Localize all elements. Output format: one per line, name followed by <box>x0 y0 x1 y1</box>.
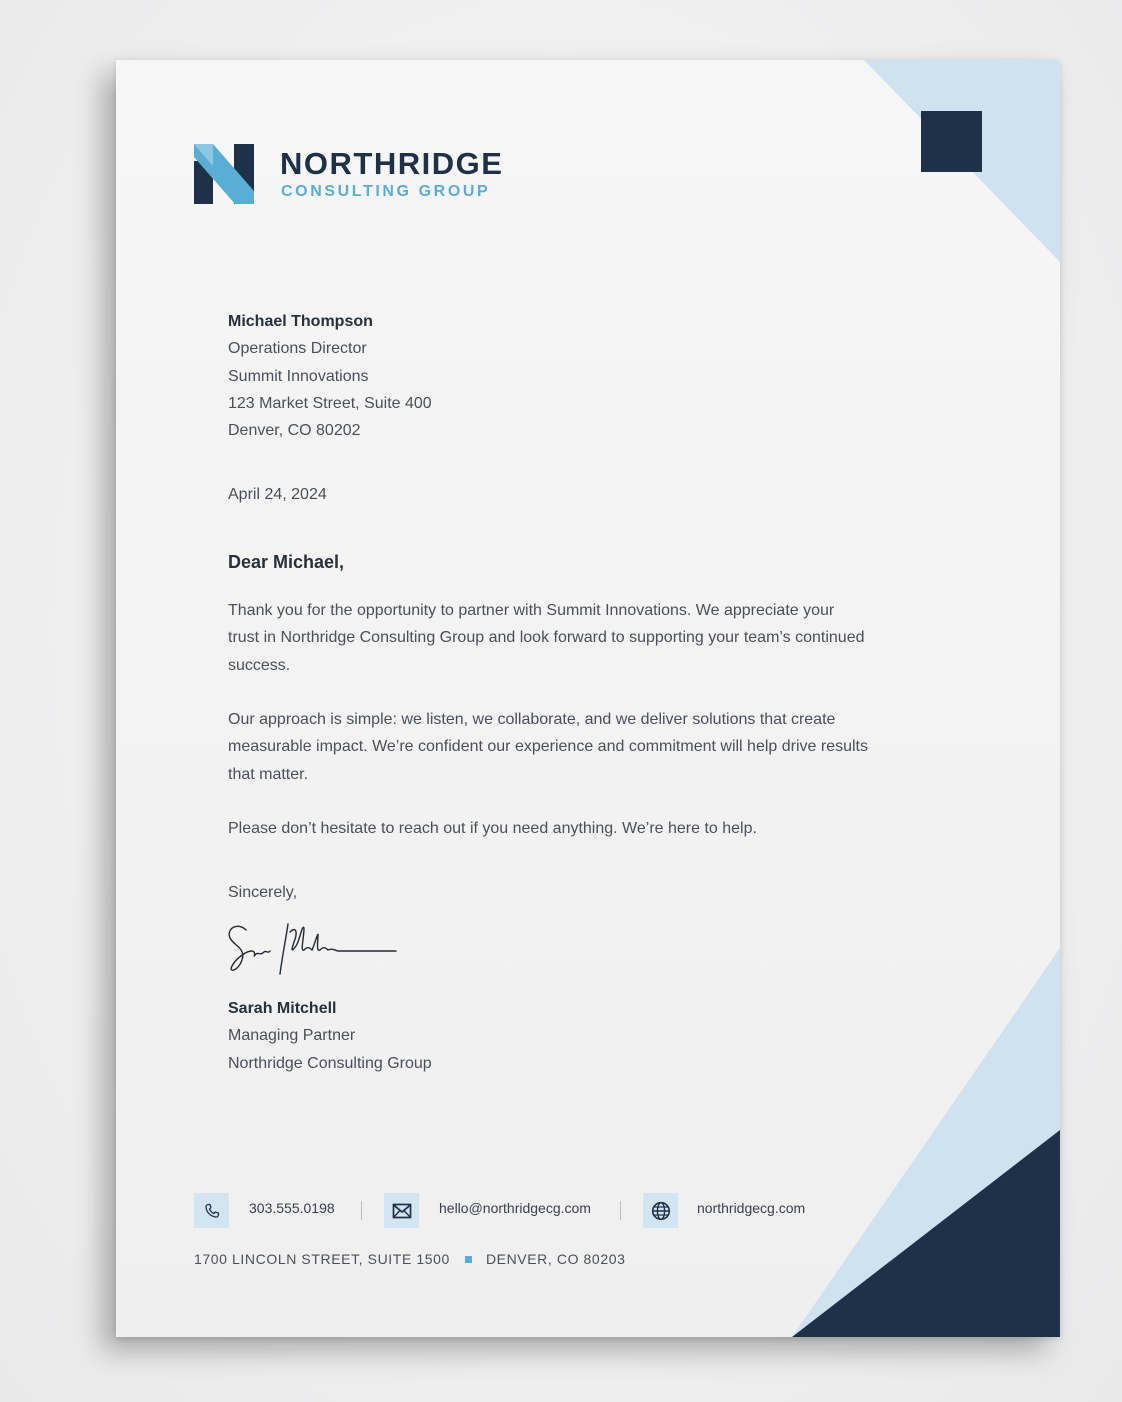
salutation: Dear Michael, <box>228 552 345 572</box>
recipient-company: Summit Innovations <box>228 367 369 385</box>
signer-company: Northridge Consulting Group <box>228 1054 432 1072</box>
top-right-navy-square <box>921 111 982 172</box>
footer-website[interactable]: northridgecg.com <box>697 1200 806 1216</box>
letterhead-page <box>116 60 1060 1337</box>
phone-icon <box>194 1193 229 1228</box>
brand-subtitle: CONSULTING GROUP <box>281 183 491 200</box>
recipient-block <box>228 308 432 444</box>
body-paragraph-1: Thank you for the opportunity to partner with Summit Innovations. We appreciate your trust in Northridge Consulting Group and look forward to supporting your team’s continued success. <box>228 602 865 674</box>
divider <box>620 1201 621 1220</box>
footer-address-street: 1700 LINCOLN STREET, SUITE 1500 <box>194 1251 450 1267</box>
divider <box>361 1201 362 1220</box>
closing: Sincerely, <box>228 884 298 901</box>
corner-decorations <box>116 60 1060 1337</box>
footer-phone[interactable]: 303.555.0198 <box>249 1200 335 1216</box>
footer-email[interactable]: hello@northridgecg.com <box>439 1200 591 1216</box>
northridge-logo-icon <box>194 144 256 204</box>
footer-address-city: DENVER, CO 80203 <box>485 1251 626 1267</box>
recipient-name: Michael Thompson <box>228 313 373 330</box>
signer-block <box>228 995 432 1077</box>
recipient-title: Operations Director <box>228 340 367 358</box>
body-paragraph-3: Please don’t hesitate to reach out if you need anything. We’re here to help. <box>228 820 757 837</box>
signer-name: Sarah Mitchell <box>228 1000 337 1017</box>
signer-title: Managing Partner <box>228 1027 356 1045</box>
letter-date: April 24, 2024 <box>228 486 327 503</box>
recipient-city: Denver, CO 80202 <box>228 422 361 440</box>
handwritten-signature <box>224 918 404 982</box>
body-paragraph-2: Our approach is simple: we listen, we collaborate, and we deliver solutions that create measurable impact. We’re confident our experience and commitment will help drive results that matter. <box>228 711 868 783</box>
bullet-square-icon <box>465 1256 472 1263</box>
recipient-street: 123 Market Street, Suite 400 <box>228 394 432 412</box>
brand-name: NORTHRIDGE <box>280 146 504 181</box>
footer-address <box>194 1251 625 1267</box>
globe-icon <box>643 1193 678 1228</box>
mail-icon <box>384 1193 419 1228</box>
